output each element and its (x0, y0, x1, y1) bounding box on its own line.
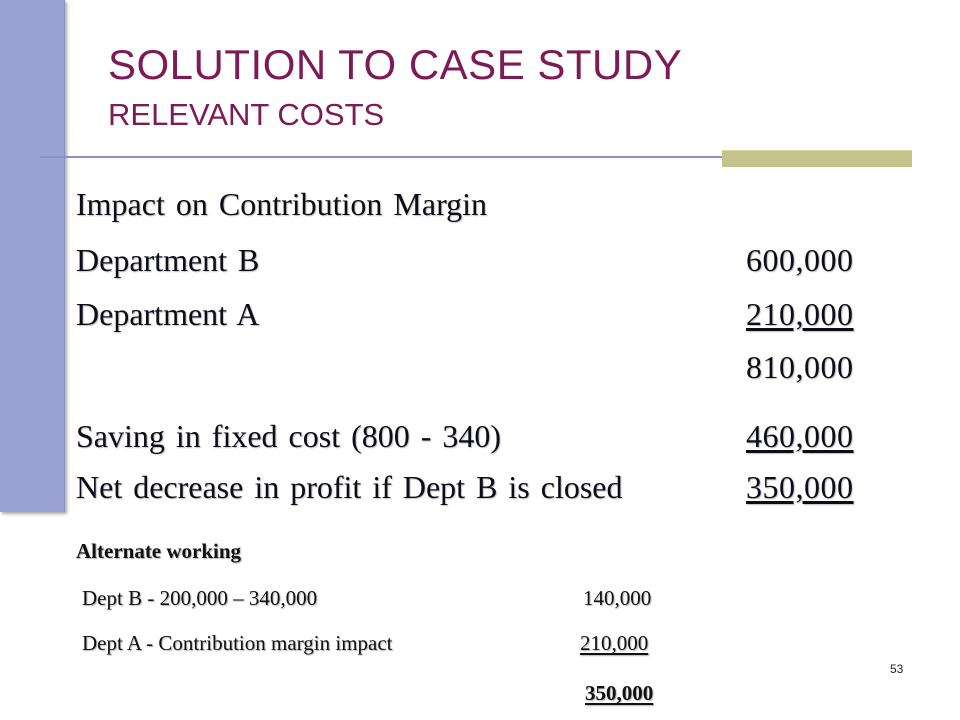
alt-row-label-dept-a: Dept A - Contribution margin impact (82, 631, 393, 655)
page-number: 53 (890, 662, 904, 676)
left-decorative-bar (0, 0, 65, 512)
alt-row-value-dept-b: 140,000 (583, 586, 652, 610)
slide-subtitle: RELEVANT COSTS (108, 97, 385, 132)
row-value-fixed-saving: 460,000 (746, 418, 854, 454)
alternate-heading: Alternate working (76, 539, 242, 563)
alt-row-value-total: 350,000 (585, 681, 654, 705)
section-heading: Impact on Contribution Margin (76, 186, 488, 222)
title-divider-accent (722, 150, 912, 167)
row-label-fixed-saving: Saving in fixed cost (800 - 340) (76, 418, 502, 454)
row-label-net-decrease: Net decrease in profit if Dept B is closed (76, 469, 623, 505)
alt-row-value-dept-a: 210,000 (580, 631, 649, 655)
row-value-dept-b: 600,000 (746, 242, 854, 278)
slide-title: SOLUTION TO CASE STUDY (108, 41, 683, 88)
row-value-dept-a: 210,000 (746, 296, 854, 332)
row-value-net-decrease: 350,000 (746, 469, 854, 505)
alt-row-label-dept-b: Dept B - 200,000 – 340,000 (82, 586, 318, 610)
row-value-subtotal: 810,000 (746, 349, 854, 385)
row-label-dept-a: Department A (76, 296, 260, 332)
row-label-dept-b: Department B (76, 242, 260, 278)
